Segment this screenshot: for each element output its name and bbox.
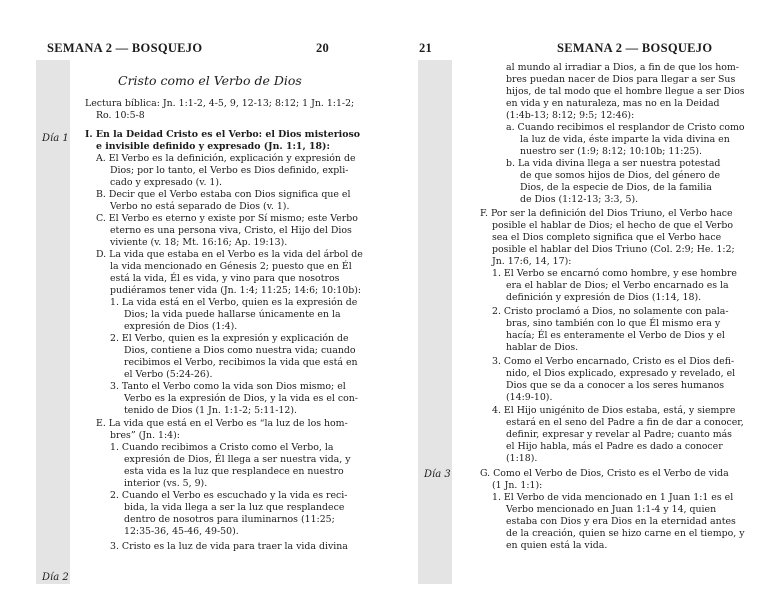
outline-line: expresión de Dios (1:4). <box>124 321 238 332</box>
outline-line: definición y expresión de Dios (1:14, 18). <box>506 292 702 303</box>
outline-line: la luz de vida, éste imparte la vida divina en <box>520 134 730 145</box>
outline-line: Dios; por lo tanto, el Verbo es Dios definido, expli- <box>110 165 349 176</box>
outline-line: de que somos hijos de Dios, del género de <box>520 170 721 181</box>
outline-line: C. El Verbo es eterno y existe por Sí mismo; este Verbo <box>96 213 358 224</box>
outline-line: (14:9-10). <box>506 392 553 403</box>
outline-line: viviente (v. 18; Mt. 16:16; Ap. 19:13). <box>110 237 288 248</box>
outline-line: D. La vida que estaba en el Verbo es la vida del árbol de <box>96 249 363 260</box>
outline-line: 12:35-36, 45-46, 49-50). <box>124 526 239 537</box>
outline-line: estará en el seno del Padre a fin de dar a conocer, <box>506 417 744 428</box>
outline-line: 2. Cuando el Verbo es escuchado y la vida es reci- <box>110 490 348 501</box>
outline-line: nuestro ser (1:9; 8:12; 10:10b; 11:25). <box>520 146 703 157</box>
outline-line: Dios que se da a conocer a los seres humanos <box>506 380 725 391</box>
outline-line: expresión de Dios, Él llega a ser nuestra vida, y <box>124 454 351 465</box>
outline-line: (1:18). <box>506 453 538 464</box>
outline-line: e invisible definido y expresado (Jn. 1:1, 18): <box>96 141 330 152</box>
outline-line: E. La vida que está en el Verbo es “la luz de los hom- <box>96 418 348 429</box>
outline-line: b. La vida divina llega a ser nuestra potestad <box>506 158 721 169</box>
outline-line: 1. Cuando recibimos a Cristo como el Verbo, la <box>110 442 334 453</box>
day-label-2: Día 2 <box>42 572 69 583</box>
outline-line: bida, la vida llega a ser la luz que resplandece <box>124 502 345 513</box>
day-label-3: Día 3 <box>424 469 451 480</box>
outline-line: definir, expresar y revelar al Padre; cuanto más <box>506 429 732 440</box>
outline-line: hacía; Él es enteramente el Verbo de Dios y el <box>506 330 725 341</box>
outline-line: hijos, de tal modo que el hombre llegue a ser Dios <box>506 86 745 97</box>
reading-line: Ro. 10:5-8 <box>96 110 145 121</box>
outline-line: 1. El Verbo de vida mencionado en 1 Juan 1:1 es el <box>492 492 734 503</box>
right-page <box>384 0 768 593</box>
outline-line: en quien está la vida. <box>506 540 608 551</box>
right-margin-strip <box>418 60 452 584</box>
right-page-number: 21 <box>419 41 433 55</box>
outline-line: 3. Tanto el Verbo como la vida son Dios mismo; el <box>110 381 346 392</box>
outline-line: esta vida es la luz que resplandece en nuestro <box>124 466 344 477</box>
outline-line: A. El Verbo es la definición, explicación y expresión de <box>96 153 356 164</box>
day-label-1: Día 1 <box>42 133 69 144</box>
outline-line: 2. Cristo proclamó a Dios, no solamente con pala- <box>492 306 729 317</box>
outline-line: 1. El Verbo se encarnó como hombre, y ese hombre <box>492 268 737 279</box>
outline-line: tenido de Dios (1 Jn. 1:1-2; 5:11-12). <box>124 405 297 416</box>
outline-line: de Dios (1:12-13; 3:3, 5). <box>520 194 639 205</box>
outline-line: estaba con Dios y era Dios en la eternidad antes <box>506 516 736 527</box>
outline-line: interior (vs. 5, 9). <box>124 478 208 489</box>
outline-line: 3. Como el Verbo encarnado, Cristo es el Dios defi- <box>492 356 735 367</box>
outline-line: nido, el Dios explicado, expresado y revelado, el <box>506 368 736 379</box>
outline-line: Dios, de la especie de Dios, de la familia <box>520 182 712 193</box>
outline-line: F. Por ser la definición del Dios Triuno, el Verbo hace <box>480 208 733 219</box>
outline-line: Verbo mencionado en Juan 1:1-4 y 14, quien <box>506 504 717 515</box>
outline-line: posible el hablar del Dios Triuno (Col. 2:9; He. 1:2; <box>492 244 735 255</box>
outline-line: 3. Cristo es la luz de vida para traer la vida divina <box>110 541 348 552</box>
outline-line: bres puedan nacer de Dios para llegar a ser Sus <box>506 74 736 85</box>
outline-line: G. Como el Verbo de Dios, Cristo es el Verbo de vida <box>480 468 729 479</box>
outline-line: al mundo al irradiar a Dios, a fin de que los hom- <box>506 62 739 73</box>
outline-line: a. Cuando recibimos el resplandor de Cristo como <box>506 122 745 133</box>
outline-line: en vida y en naturaleza, mas no en la Deidad <box>506 98 720 109</box>
outline-line: está la vida, Él es vida, y vino para que nosotros <box>110 273 340 284</box>
outline-line: eterno es una persona viva, Cristo, el Hijo del Dios <box>110 225 352 236</box>
outline-line: de la creación, quien se hizo carne en el tiempo, y <box>506 528 745 539</box>
outline-line: Verbo es la expresión de Dios, y la vida es el con- <box>124 393 358 404</box>
reading-line: Lectura bíblica: Jn. 1:1-2, 4-5, 9, 12-13; 8:12; 1 Jn. 1:1-2; <box>85 98 355 109</box>
outline-line: el Hijo habla, más el Padre es dado a conocer <box>506 441 723 452</box>
outline-line: hablar de Dios. <box>506 342 579 353</box>
outline-line: (1:4b-13; 8:12; 9:5; 12:46): <box>506 110 635 121</box>
outline-line: cado y expresado (v. 1). <box>110 177 223 188</box>
right-running-header: SEMANA 2 — BOSQUEJO <box>557 41 713 55</box>
outline-line: el Verbo (5:24-26). <box>124 369 213 380</box>
outline-line: pudiéramos tener vida (Jn. 1:4; 11:25; 14:6; 10:10b): <box>110 285 362 296</box>
outline-line: (1 Jn. 1:1): <box>492 480 543 491</box>
left-running-header: SEMANA 2 — BOSQUEJO <box>47 41 203 55</box>
outline-line: bres” (Jn. 1:4): <box>110 430 180 441</box>
outline-line: sea el Dios completo significa que el Verbo hace <box>492 232 722 243</box>
outline-line: la vida mencionado en Génesis 2; puesto que en Él <box>110 261 352 272</box>
outline-line: 2. El Verbo, quien es la expresión y explicación de <box>110 333 349 344</box>
outline-line: B. Decir que el Verbo estaba con Dios significa que el <box>96 189 351 200</box>
outline-line: Dios; la vida puede hallarse únicamente en la <box>124 309 341 320</box>
outline-title: Cristo como el Verbo de Dios <box>118 73 302 88</box>
outline-line: 1. La vida está en el Verbo, quien es la expresión de <box>110 297 358 308</box>
left-page-number: 20 <box>316 41 330 55</box>
outline-line: era el hablar de Dios; el Verbo encarnado es la <box>506 280 729 291</box>
outline-line: 4. El Hijo unigénito de Dios estaba, está, y siempre <box>492 405 736 416</box>
outline-line: posible el hablar de Dios; el hecho de que el Verbo <box>492 220 734 231</box>
outline-line: recibimos el Verbo, recibimos la vida que está en <box>124 357 358 368</box>
outline-line: dentro de nosotros para iluminarnos (11:25; <box>124 514 335 525</box>
outline-line: bras, sino también con lo que Él mismo era y <box>506 318 721 329</box>
outline-line: Dios, contiene a Dios como nuestra vida; cuando <box>124 345 356 356</box>
outline-line: Jn. 17:6, 14, 17): <box>492 256 572 267</box>
outline-line: Verbo no está separado de Dios (v. 1). <box>110 201 290 212</box>
outline-line: I. En la Deidad Cristo es el Verbo: el Dios misterioso <box>85 129 360 140</box>
